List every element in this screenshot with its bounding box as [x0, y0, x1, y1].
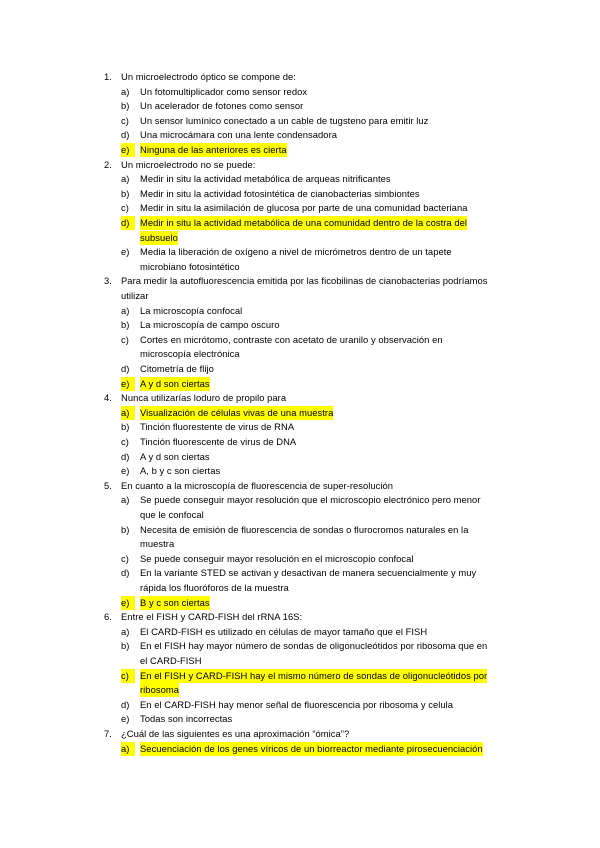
question-text: Un microelectrodo no se puede: [121, 158, 256, 170]
option-letter: b) [121, 187, 130, 199]
option-text: Un fotomultiplicador como sensor redox [140, 85, 308, 97]
question-text: En cuanto a la microscopía de fluorescencia de super-resolución [121, 479, 394, 491]
option-letter: e) [121, 377, 135, 391]
option-letter: a) [121, 625, 130, 637]
option-text: Medir in situ la asimilación de glucosa por parte de una comunidad bacteriana [140, 202, 468, 214]
question-text: Un microelectrodo óptico se compone de: [121, 71, 296, 82]
option-text: El CARD-FISH es utilizado en células de mayor tamaño que el FISH [140, 625, 428, 637]
option-text: microbiano fotosintético [140, 260, 240, 272]
option-letter: e) [121, 143, 135, 157]
option-letter: d) [121, 129, 130, 141]
option-letter: d) [121, 363, 130, 374]
option-letter: b) [121, 421, 130, 433]
option-text: Necesita de emisión de fluorescencia de sondas o flurocromos naturales en la [140, 523, 469, 535]
option-letter: d) [121, 450, 130, 462]
option-letter: e) [121, 465, 130, 477]
question-text: Entre el FISH y CARD-FISH del rRNA 16S: [121, 611, 303, 623]
option-text: Medir in situ la actividad metabólica de una comunidad dentro de la costra del [140, 217, 468, 228]
option-letter: c) [121, 114, 129, 126]
option-text: Citometría de flijo [140, 363, 214, 374]
option-text: Medir in situ la actividad metabólica de arqueas nitrificantes [140, 173, 391, 185]
option-text: En la variante STED se activan y desactivan de manera secuencialmente y muy [140, 567, 477, 579]
option-letter: c) [121, 333, 129, 345]
option-text: Medir in situ la actividad fotosintética de cianobacterias simbiontes [140, 187, 420, 199]
option-text: En el CARD-FISH hay menor señal de fluorescencia por ribosoma y celula [140, 698, 454, 710]
option-letter: a) [121, 742, 135, 756]
option-text: En el FISH y CARD-FISH hay el mismo número de sondas de oligonucleótidos por [140, 669, 488, 681]
option-text: B y c son ciertas [140, 596, 210, 608]
option-letter: d) [121, 216, 135, 230]
option-text: Secuenciación de los genes víricos de un biorreactor mediante pirosecuenciación [140, 742, 483, 754]
option-letter: a) [121, 173, 130, 185]
option-text: muestra [140, 538, 175, 550]
question-text: ¿Cuál de las siguientes es una aproximación “ómica”? [121, 728, 350, 739]
question-number: 3. [104, 275, 112, 287]
option-text: Cortes en micrótomo, contraste con acetato de uranilo y observación en [140, 333, 443, 345]
question-number: 5. [104, 479, 112, 491]
question-number: 1. [104, 71, 112, 82]
option-letter: a) [121, 304, 130, 316]
option-text: Todas son incorrectas [140, 713, 233, 725]
option-text: rápida los fluoróforos de la muestra [140, 582, 289, 593]
question-text: Nunca utilizarías loduro de propilo para [121, 392, 287, 404]
option-letter: c) [121, 202, 129, 214]
option-letter: e) [121, 246, 130, 258]
option-text: subsuelo [140, 231, 178, 243]
option-letter: e) [121, 596, 135, 610]
option-text: Ninguna de las anteriores es cierta [140, 144, 287, 155]
option-letter: d) [121, 698, 130, 710]
option-letter: a) [121, 85, 130, 97]
option-letter: d) [121, 567, 130, 579]
option-letter: a) [121, 494, 130, 506]
option-letter: b) [121, 523, 130, 535]
option-text: La microscopía confocal [140, 304, 243, 316]
option-text: microscopía electrónica [140, 348, 240, 360]
question-number: 7. [104, 728, 112, 739]
option-letter: e) [121, 713, 130, 725]
option-text: Tinción fluorestente de virus de RNA [140, 421, 295, 433]
option-letter: b) [121, 640, 130, 652]
option-letter: b) [121, 319, 130, 331]
option-text: Tinción fluorescente de virus de DNA [140, 436, 297, 447]
option-text: A, b y c son ciertas [140, 465, 221, 477]
question-number: 6. [104, 611, 112, 623]
option-text: el CARD-FISH [140, 655, 202, 666]
option-text: En el FISH hay mayor número de sondas de oligonucleótidos por ribosoma que en [140, 640, 488, 652]
question-number: 4. [104, 392, 112, 404]
question-number: 2. [104, 158, 112, 170]
option-text: ribosoma [140, 684, 179, 696]
option-text: Media la liberación de oxígeno a nivel de micrómetros dentro de un tapete [140, 246, 452, 258]
option-text: Un acelerador de fotones como sensor [140, 100, 304, 112]
option-text: Visualización de células vivas de una muestra [140, 406, 334, 418]
option-text: Un sensor lumínico conectado a un cable de tugsteno para emitir luz [140, 114, 429, 126]
question-text: utilizar [121, 290, 149, 301]
option-letter: b) [121, 100, 130, 112]
option-text: A y d son ciertas [140, 377, 210, 389]
option-letter: a) [121, 406, 135, 420]
question-text: Para medir la autofluorescencia emitida por las ficobilinas de cianobacterias podríamos [121, 275, 488, 287]
option-text: Una microcámara con una lente condensadora [140, 129, 338, 141]
option-text: que le confocal [140, 509, 204, 520]
option-text: Se puede conseguir mayor resolución en el microscopio confocal [140, 552, 414, 564]
option-letter: c) [121, 552, 129, 564]
option-letter: c) [121, 436, 129, 447]
option-text: La microscopía de campo oscuro [140, 319, 280, 331]
option-letter: c) [121, 669, 135, 683]
option-text: Se puede conseguir mayor resolución que el microscopio electrónico pero menor [140, 494, 481, 506]
option-text: A y d son ciertas [140, 450, 210, 462]
